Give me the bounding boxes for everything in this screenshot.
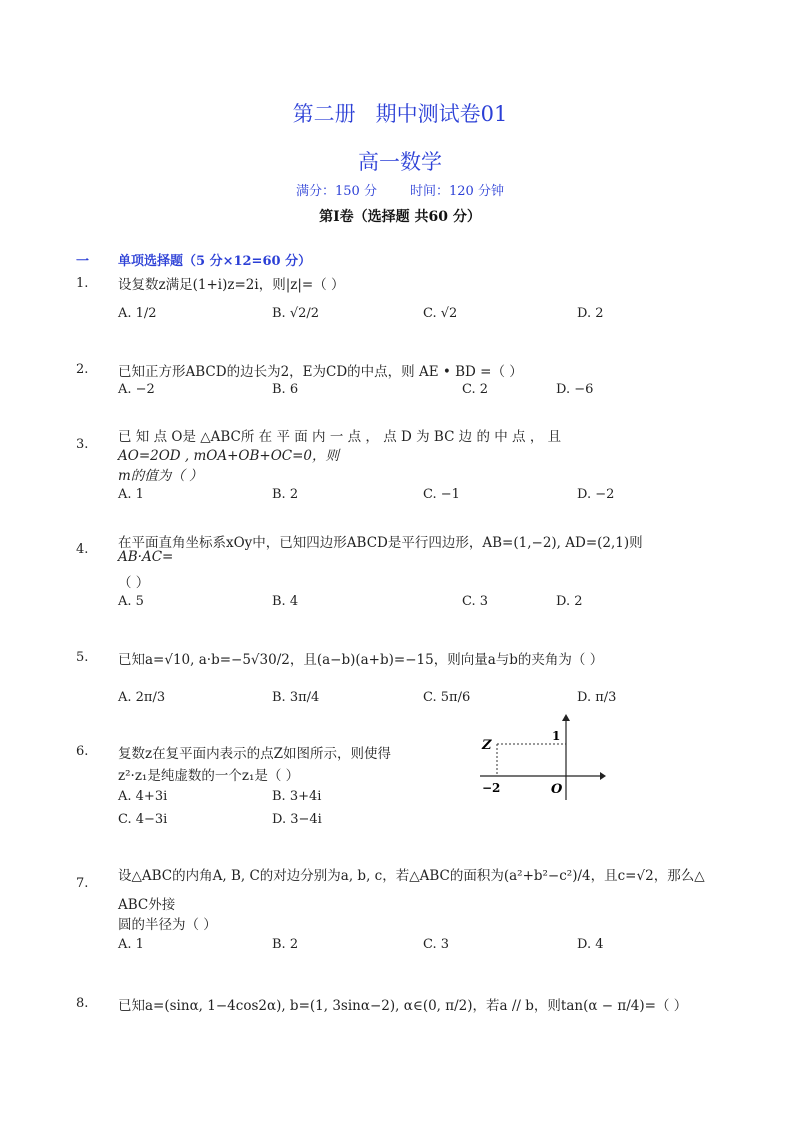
option-c[interactable]: C. 2: [462, 382, 489, 397]
option-a[interactable]: A. 5: [118, 594, 144, 609]
question-number: 2.: [76, 362, 89, 377]
question-stem-line-3: （ ）: [118, 575, 150, 591]
option-d[interactable]: D. π/3: [577, 690, 617, 705]
option-b[interactable]: B. 4: [272, 594, 299, 609]
x-axis-arrow: [600, 772, 606, 780]
origin-label: O: [551, 782, 563, 797]
question-stem-line-1: 在平面直角坐标系xOy中，已知四边形ABCD是平行四边形，AB=(1,−2), AD=(2,1)则: [118, 535, 643, 551]
option-a[interactable]: A. −2: [118, 382, 155, 397]
option-c[interactable]: C. 5π/6: [423, 690, 471, 705]
question-stem-line-1: 复数z在复平面内表示的点Z如图所示，则使得: [118, 746, 391, 762]
part-label: 单项选择题（5 分×12=60 分）: [118, 254, 312, 269]
question-number: 5.: [76, 650, 89, 665]
question-number: 8.: [76, 996, 89, 1011]
option-c[interactable]: C. √2: [423, 306, 458, 321]
option-a[interactable]: A. 4+3i: [118, 789, 168, 804]
point-z-label: Z: [482, 738, 492, 753]
option-d[interactable]: D. 4: [577, 937, 604, 952]
question-number: 3.: [76, 437, 89, 452]
option-b[interactable]: B. 6: [272, 382, 299, 397]
option-a[interactable]: A. 1: [118, 937, 144, 952]
option-b[interactable]: B. √2/2: [272, 306, 320, 321]
option-b[interactable]: B. 2: [272, 487, 299, 502]
subject-title: 高一数学: [358, 150, 442, 174]
question-stem-line-2: z²·z₁是纯虚数的一个z₁是（ ）: [118, 768, 300, 784]
option-c[interactable]: C. −1: [423, 487, 460, 502]
option-a[interactable]: A. 2π/3: [118, 690, 166, 705]
question-stem: 已知a=(sinα, 1−4cos2α), b=(1, 3sinα−2), α∈(0, π/2)，若a // b，则tan(α − π/4)=（ ）: [118, 998, 688, 1014]
x-value-label: −2: [482, 781, 501, 795]
question-stem: 已知正方形ABCD的边长为2，E为CD的中点，则 AE • BD =（ ）: [118, 364, 523, 380]
question-number: 7.: [76, 876, 89, 891]
option-b[interactable]: B. 3+4i: [272, 789, 322, 804]
question-stem: 设复数z满足(1+i)z=2i，则|z|=（ ）: [118, 277, 345, 293]
question-number: 6.: [76, 744, 89, 759]
option-d[interactable]: D. 2: [556, 594, 583, 609]
option-a[interactable]: A. 1: [118, 487, 144, 502]
option-c[interactable]: C. 3: [462, 594, 489, 609]
exam-title: 第二册 期中测试卷01: [292, 102, 508, 126]
option-d[interactable]: D. −2: [577, 487, 615, 502]
question-stem-line-2: AB·AC=: [118, 549, 174, 565]
option-b[interactable]: B. 3π/4: [272, 690, 320, 705]
question-number: 1.: [76, 276, 89, 291]
question-stem: 已知a=√10, a·b=−5√30/2，且(a−b)(a+b)=−15，则向量a与b的夹角为（ ）: [118, 652, 604, 668]
question-stem-line-1: 设△ABC的内角A, B, C的对边分别为a, b, c，若△ABC的面积为(a²+b²−c²)/4，且c=√2，那么△: [118, 868, 705, 884]
y-axis-arrow: [562, 714, 570, 721]
complex-plane-figure: [476, 712, 606, 802]
question-stem-line-1: 已 知 点 O是 △ABC所 在 平 面 内 一 点 ， 点 D 为 BC 边 的 中 点 ， 且: [118, 429, 562, 445]
option-d[interactable]: D. 3−4i: [272, 812, 322, 827]
option-d[interactable]: D. 2: [577, 306, 604, 321]
option-b[interactable]: B. 2: [272, 937, 299, 952]
option-c[interactable]: C. 4−3i: [118, 812, 168, 827]
question-number: 4.: [76, 542, 89, 557]
y-value-label: 1: [552, 729, 561, 743]
section-heading: 第Ⅰ卷（选择题 共60 分）: [319, 209, 481, 225]
question-stem-line-3: m的值为（ ）: [118, 468, 203, 484]
part-number: 一: [76, 254, 90, 269]
question-stem-line-2: ABC外接: [118, 897, 176, 913]
exam-meta: 满分：150 分 时间：120 分钟: [296, 184, 504, 199]
option-c[interactable]: C. 3: [423, 937, 450, 952]
option-d[interactable]: D. −6: [556, 382, 594, 397]
question-stem-line-2: AO=2OD , mOA+OB+OC=0，则: [118, 448, 340, 464]
option-a[interactable]: A. 1/2: [118, 306, 157, 321]
question-stem-line-3: 圆的半径为（ ）: [118, 917, 217, 933]
